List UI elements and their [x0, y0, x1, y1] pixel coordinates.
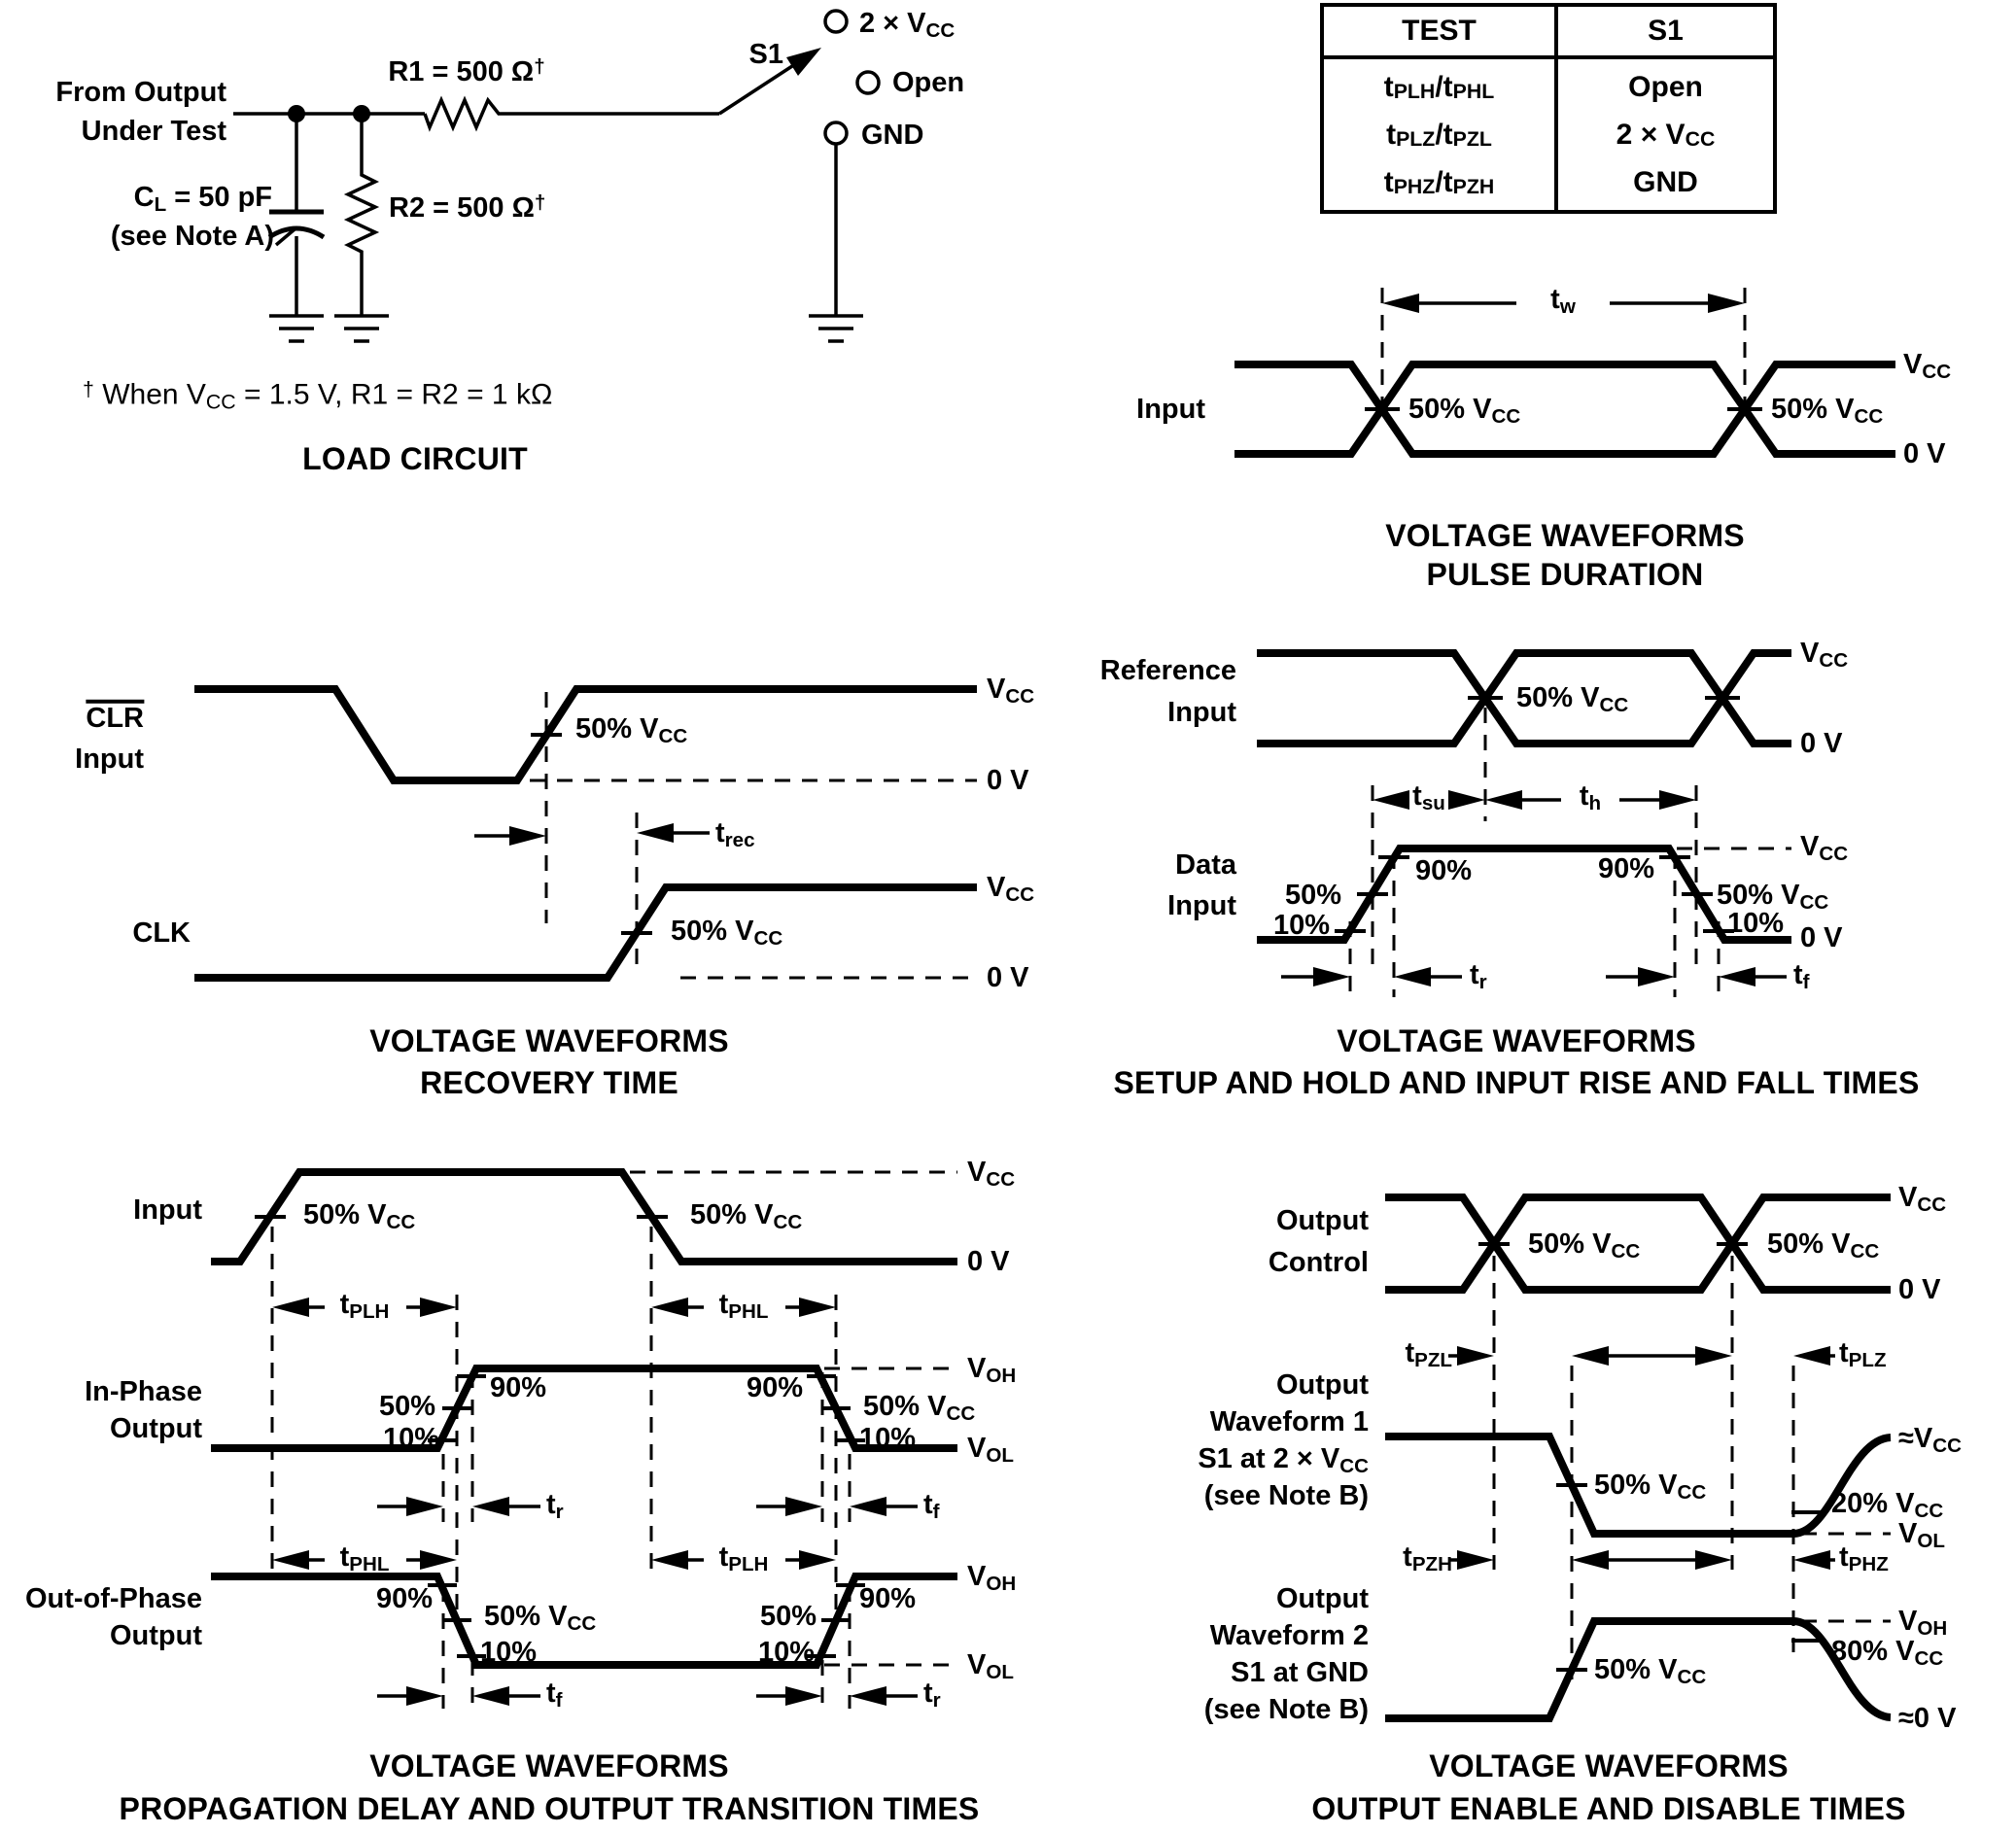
tsu-label: tsu — [1412, 779, 1445, 814]
wf2-label-1: Output — [1275, 1582, 1369, 1614]
recovery-caption-1: VOLTAGE WAVEFORMS — [369, 1023, 729, 1059]
octl-50vcc-1: 50% VCC — [1528, 1228, 1641, 1263]
s1-pos-open: Open — [892, 66, 965, 98]
wf1-approx-vcc: ≈VCC — [1898, 1422, 1962, 1457]
wf1-20vcc: 20% VCC — [1831, 1487, 1944, 1522]
r1-value: R1 = 500 Ω† — [388, 54, 545, 87]
octl-label-1: Output — [1275, 1204, 1369, 1236]
pulse-input-label: Input — [1136, 393, 1205, 425]
octl-vcc: VCC — [1898, 1181, 1947, 1216]
prop-vcc: VCC — [967, 1156, 1016, 1191]
table-cell: GND — [1633, 165, 1698, 198]
table-col-test — [1324, 59, 1554, 210]
tphl-label-1: tPHL — [718, 1288, 769, 1323]
wf2-voh: VOH — [1898, 1605, 1948, 1640]
data-label-2: Input — [1167, 889, 1236, 921]
tphl-label-2: tPHL — [339, 1540, 390, 1575]
inphase-label-2: Output — [109, 1412, 202, 1444]
su-90-fall: 90% — [1597, 852, 1654, 884]
op-90-rise: 90% — [859, 1582, 917, 1614]
su-tr-label: tr — [1470, 958, 1487, 993]
table-header-row — [1324, 7, 1773, 59]
table-header-test: TEST — [1402, 15, 1477, 47]
s1-switch-label: S1 — [748, 38, 783, 70]
wf2-label-3: S1 at GND — [1231, 1656, 1369, 1688]
clk-label: CLK — [132, 917, 191, 949]
prop-caption-1: VOLTAGE WAVEFORMS — [369, 1748, 729, 1784]
ip-tr-label: tr — [546, 1488, 564, 1523]
enable-caption-2: OUTPUT ENABLE AND DISABLE TIMES — [1311, 1791, 1906, 1827]
wf1-label-3: S1 at 2 × VCC — [1198, 1442, 1369, 1477]
tphz-label: tPHZ — [1839, 1540, 1889, 1575]
data-label-1: Data — [1175, 848, 1236, 881]
ip-90-rise: 90% — [490, 1371, 547, 1403]
setup-caption-2: SETUP AND HOLD AND INPUT RISE AND FALL TIMES — [1113, 1065, 1920, 1101]
table-cell: t PHZ /t PZH — [1383, 165, 1495, 199]
prop-50vcc-fall: 50% VCC — [690, 1198, 803, 1233]
op-tr-label: tr — [923, 1677, 941, 1712]
wf2-label-2: Waveform 2 — [1209, 1619, 1369, 1651]
enable-disable-art — [1385, 1197, 1891, 1718]
prop-caption-2: PROPAGATION DELAY AND OUTPUT TRANSITION TIMES — [119, 1791, 980, 1827]
op-50vcc-fall: 50% VCC — [484, 1600, 597, 1635]
tplh-label-1: tPLH — [339, 1288, 390, 1323]
setup-caption-1: VOLTAGE WAVEFORMS — [1337, 1023, 1696, 1059]
rec-0v-1: 0 V — [987, 764, 1029, 796]
prop-input-label: Input — [133, 1194, 202, 1226]
op-vol: VOL — [967, 1648, 1014, 1683]
wf1-label-4: (see Note B) — [1203, 1479, 1369, 1511]
tplh-label-2: tPLH — [718, 1540, 769, 1575]
inphase-label-1: In-Phase — [85, 1375, 202, 1407]
ref-label-1: Reference — [1099, 654, 1236, 686]
test-s1-table — [1320, 3, 1777, 214]
tplz-label: tPLZ — [1839, 1336, 1887, 1371]
op-10-rise: 10% — [757, 1636, 815, 1668]
op-tf-label: tf — [546, 1677, 563, 1712]
r2-value: R2 = 500 Ω† — [389, 190, 546, 224]
ref-label-2: Input — [1167, 696, 1236, 728]
op-50-rise: 50% — [759, 1600, 817, 1632]
from-output-label-1: From Output — [55, 76, 226, 108]
su-10-fall: 10% — [1727, 907, 1785, 939]
table-col-s1 — [1554, 59, 1773, 210]
outphase-label-2: Output — [109, 1619, 202, 1651]
su-50vcc-ref: 50% VCC — [1516, 681, 1629, 716]
su-vcc-data: VCC — [1800, 830, 1849, 865]
clr-input-label: Input — [75, 743, 144, 775]
su-0v-data: 0 V — [1800, 921, 1843, 953]
trec-label: trec — [715, 816, 755, 851]
octl-0v: 0 V — [1898, 1273, 1941, 1305]
rec-50vcc-2: 50% VCC — [671, 915, 783, 950]
op-90-fall: 90% — [375, 1582, 433, 1614]
wf1-label-1: Output — [1275, 1368, 1369, 1401]
pulse-50vcc-2: 50% VCC — [1771, 393, 1884, 428]
rec-50vcc-1: 50% VCC — [575, 712, 688, 747]
ip-10-fall: 10% — [859, 1422, 917, 1454]
wf2-80vcc: 80% VCC — [1831, 1635, 1944, 1670]
su-90-rise: 90% — [1415, 854, 1473, 886]
table-cell: 2 × V CC — [1616, 118, 1716, 152]
table-header-s1: S1 — [1554, 7, 1773, 55]
rec-0v-2: 0 V — [987, 961, 1029, 993]
dagger-note: † When VCC = 1.5 V, R1 = R2 = 1 kΩ — [83, 377, 553, 414]
octl-50vcc-2: 50% VCC — [1767, 1228, 1880, 1263]
cl-see-note: (see Note A) — [110, 220, 274, 252]
pulse-0v: 0 V — [1903, 437, 1946, 469]
table-cell: t PLZ /t PZL — [1386, 118, 1492, 152]
table-cell: Open — [1628, 70, 1703, 103]
clr-label: CLR — [86, 700, 144, 733]
tpzh-label: tPZH — [1403, 1540, 1452, 1575]
ip-tf-label: tf — [923, 1488, 940, 1523]
table-cell: t PLH /t PHL — [1383, 70, 1495, 104]
pulse-caption-1: VOLTAGE WAVEFORMS — [1385, 518, 1745, 554]
cl-value: CL = 50 pF — [133, 181, 272, 216]
pulse-caption-2: PULSE DURATION — [1426, 557, 1704, 593]
wf2-label-4: (see Note B) — [1203, 1693, 1369, 1725]
su-tf-label: tf — [1793, 958, 1810, 993]
outphase-label-1: Out-of-Phase — [24, 1582, 202, 1614]
s1-pos-2xvcc: 2 × VCC — [859, 7, 956, 42]
pulse-vcc: VCC — [1903, 348, 1952, 383]
th-label: th — [1579, 779, 1602, 814]
tpzl-label: tPZL — [1405, 1336, 1452, 1371]
su-10-rise: 10% — [1272, 909, 1330, 941]
prop-50vcc-rise: 50% VCC — [303, 1198, 416, 1233]
ip-voh: VOH — [967, 1352, 1017, 1387]
enable-caption-1: VOLTAGE WAVEFORMS — [1429, 1748, 1789, 1784]
ip-90-fall: 90% — [746, 1371, 803, 1403]
rec-vcc-1: VCC — [987, 673, 1035, 708]
pulse-50vcc-1: 50% VCC — [1408, 393, 1521, 428]
wf1-vol: VOL — [1898, 1517, 1945, 1552]
ip-50vcc-fall: 50% VCC — [863, 1390, 976, 1425]
table-body — [1324, 59, 1773, 210]
op-voh: VOH — [967, 1560, 1017, 1595]
s1-pos-gnd: GND — [861, 119, 924, 151]
load-circuit-caption: LOAD CIRCUIT — [302, 441, 528, 477]
su-50-rise: 50% — [1284, 879, 1341, 911]
ip-vol: VOL — [967, 1432, 1014, 1467]
wf1-label-2: Waveform 1 — [1209, 1405, 1369, 1437]
su-50vcc-fall: 50% VCC — [1717, 879, 1829, 914]
ip-50-rise: 50% — [378, 1390, 435, 1422]
wf2-50vcc: 50% VCC — [1594, 1653, 1707, 1688]
tw-label: tw — [1550, 283, 1576, 318]
octl-label-2: Control — [1268, 1246, 1369, 1278]
from-output-label-2: Under Test — [81, 115, 226, 147]
prop-0v: 0 V — [967, 1245, 1010, 1277]
rec-vcc-2: VCC — [987, 871, 1035, 906]
wf2-approx-0v: ≈0 V — [1898, 1702, 1957, 1734]
wf1-50vcc: 50% VCC — [1594, 1469, 1707, 1504]
ip-10-rise: 10% — [382, 1422, 439, 1454]
recovery-caption-2: RECOVERY TIME — [420, 1065, 678, 1101]
op-10-fall: 10% — [480, 1636, 538, 1668]
su-vcc-ref: VCC — [1800, 637, 1849, 672]
su-0v-ref: 0 V — [1800, 727, 1843, 759]
